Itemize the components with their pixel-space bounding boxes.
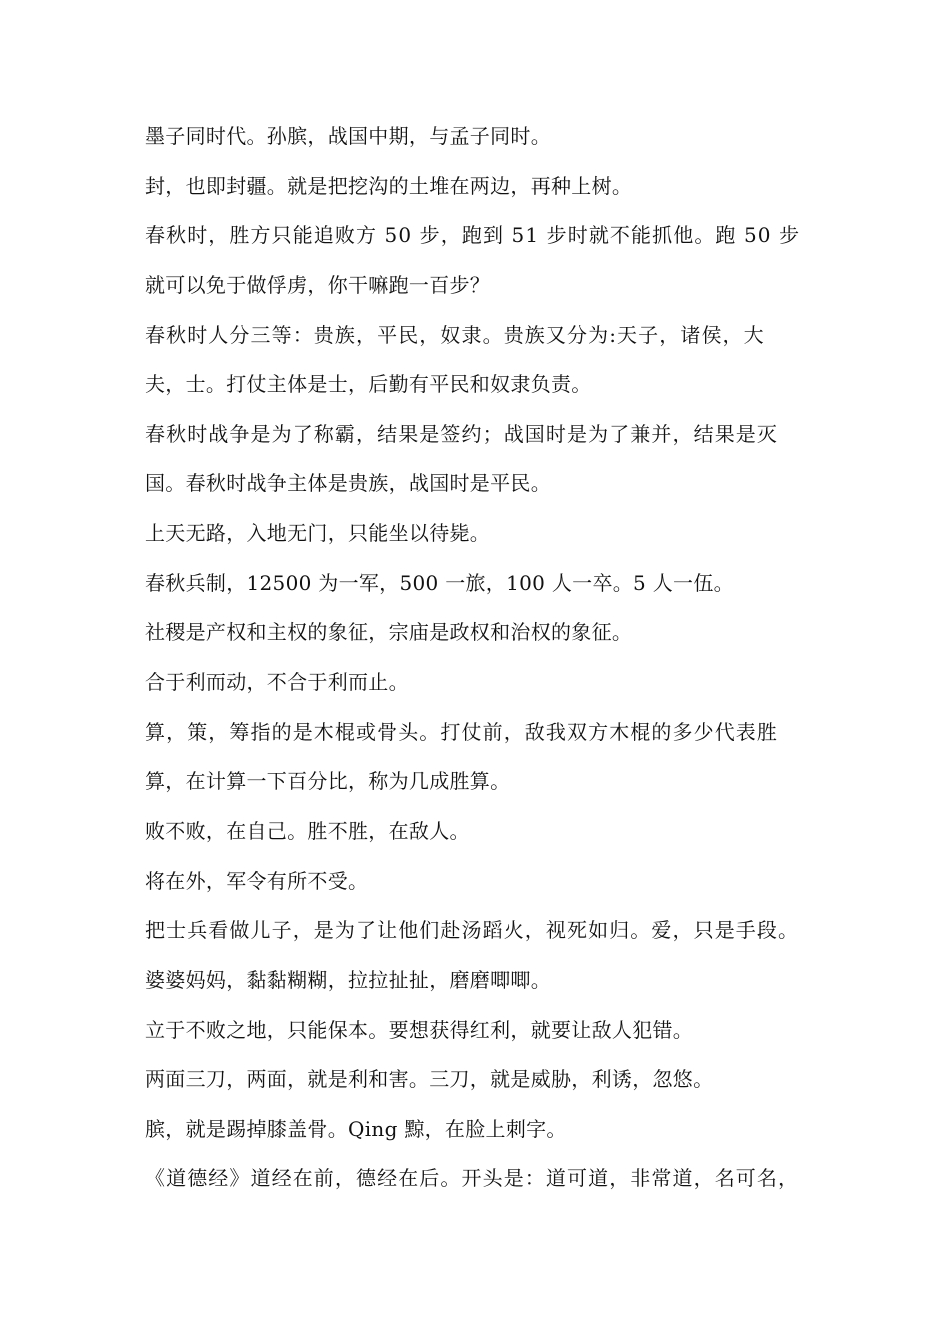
text-line: 膑，就是踢掉膝盖骨。Qing 黥，在脸上刺字。	[145, 1116, 567, 1141]
text-line: 两面三刀，两面，就是利和害。三刀，就是威胁，利诱，忽悠。	[145, 1067, 714, 1092]
text-line: 《道德经》道经在前，德经在后。开头是：道可道，非常道，名可名，	[145, 1166, 800, 1191]
text-line: 社稷是产权和主权的象征，宗庙是政权和治权的象征。	[145, 620, 633, 645]
text-line: 将在外，军令有所不受。	[145, 868, 369, 893]
text-line: 算，在计算一下百分比，称为几成胜算。	[145, 769, 511, 794]
text-line: 合于利而动，不合于利而止。	[145, 670, 409, 695]
text-line: 春秋时人分三等：贵族，平民，奴隶。贵族又分为:天子，诸侯，大	[145, 322, 765, 347]
text-line: 败不败，在自己。胜不胜，在敌人。	[145, 818, 470, 843]
text-line: 春秋时战争是为了称霸，结果是签约；战国时是为了兼并，结果是灭	[145, 421, 778, 446]
text-line: 立于不败之地，只能保本。要想获得红利，就要让敌人犯错。	[145, 1017, 694, 1042]
text-line: 春秋时，胜方只能追败方 50 步，跑到 51 步时就不能抓他。跑 50 步	[145, 223, 801, 248]
text-line: 墨子同时代。孙膑，战国中期，与孟子同时。	[145, 124, 551, 148]
text-line: 就可以免于做俘虏，你干嘛跑一百步？	[145, 272, 491, 297]
text-line: 婆婆妈妈，黏黏糊糊，拉拉扯扯，磨磨唧唧。	[145, 967, 551, 992]
text-line: 国。春秋时战争主体是贵族，战国时是平民。	[145, 471, 551, 496]
text-line: 上天无路，入地无门，只能坐以待毙。	[145, 521, 491, 546]
body-text	[145, 116, 815, 1208]
text-line: 封，也即封疆。就是把挖沟的土堆在两边，再种上树。	[145, 173, 633, 198]
text-line: 算，策，筹指的是木棍或骨头。打仗前，敌我双方木棍的多少代表胜	[145, 719, 778, 744]
text-line: 把士兵看做儿子，是为了让他们赴汤蹈火，视死如归。爱，只是手段。	[145, 918, 800, 943]
text-line: 夫，士。打仗主体是士，后勤有平民和奴隶负责。	[145, 372, 592, 397]
text-line: 春秋兵制，12500 为一军，500 一旅，100 人一卒。5 人一伍。	[145, 570, 734, 595]
